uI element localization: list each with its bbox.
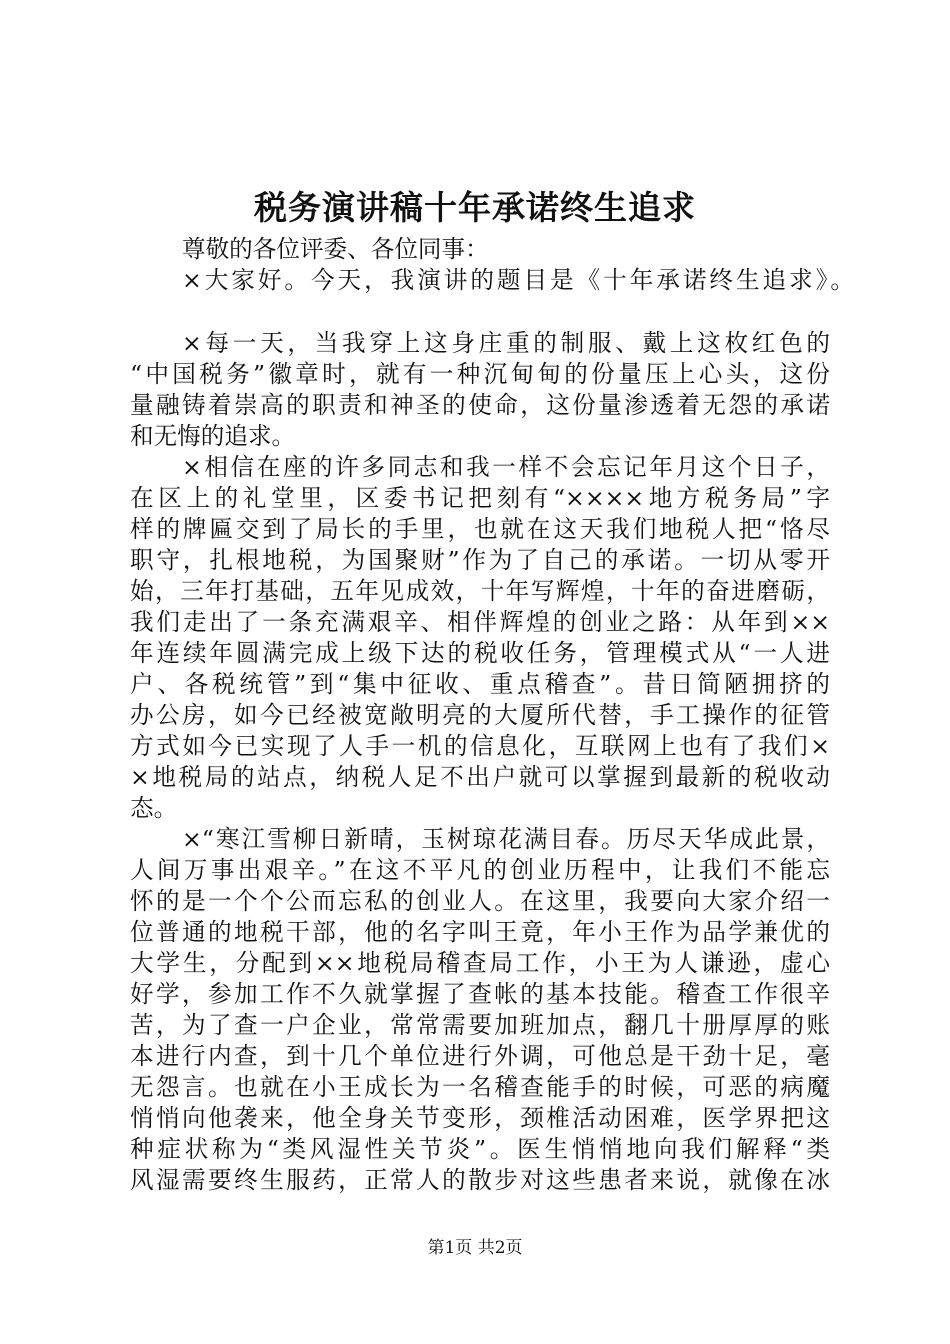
paragraph-line: 办公房，如今已经被宽敞明亮的大厦所代替，手工操作的征管 — [130, 701, 830, 729]
paragraph-line: 在区上的礼堂里，区委书记把刻有“××××地方税务局”字 — [130, 484, 830, 512]
paragraph-line: 和无悔的追求。 — [130, 422, 296, 450]
paragraph-line: 怀的是一个个公而忘私的创业人。在这里，我要向大家介绍一 — [130, 887, 830, 915]
paragraph-line: 位普通的地税干部，他的名字叫王竟，年小王作为品学兼优的 — [130, 918, 830, 946]
paragraph-line: 量融铸着崇高的职责和神圣的使命，这份量渗透着无怨的承诺 — [130, 391, 830, 419]
paragraph-line: 方式如今已实现了人手一机的信息化，互联网上也有了我们× — [130, 732, 830, 760]
paragraph-line: 人间万事出艰辛。”在这不平凡的创业历程中，让我们不能忘 — [130, 856, 830, 884]
paragraph-line: ×“寒江雪柳日新晴，玉树琼花满目春。历尽天华成此景， — [182, 825, 830, 853]
paragraph-line: 大学生，分配到××地税局稽查局工作，小王为人谦逊，虚心 — [130, 949, 830, 977]
paragraph-line: 好学，参加工作不久就掌握了查帐的基本技能。稽查工作很辛 — [130, 980, 830, 1008]
document-title: 税务演讲稿十年承诺终生追求 — [254, 188, 696, 227]
paragraph-line: 始，三年打基础，五年见成效，十年写辉煌，十年的奋进磨砺， — [130, 577, 830, 605]
paragraph-line: 风湿需要终生服药，正常人的散步对这些患者来说，就像在冰 — [130, 1166, 830, 1194]
paragraph-line: 悄悄向他袭来，他全身关节变形，颈椎活动困难，医学界把这 — [130, 1104, 830, 1132]
paragraph-line: ×每一天，当我穿上这身庄重的制服、戴上这枚红色的 — [182, 329, 830, 357]
paragraph-line: ×相信在座的许多同志和我一样不会忘记年月这个日子， — [182, 453, 830, 481]
paragraph-line: “中国税务”徽章时，就有一种沉甸甸的份量压上心头，这份 — [130, 360, 830, 388]
paragraph-line: 态。 — [130, 794, 178, 822]
paragraph-line: 年连续年圆满完成上级下达的税收任务，管理模式从“一人进 — [130, 639, 830, 667]
page-footer: 第1页 共2页 — [427, 1238, 523, 1258]
paragraph-line: ×地税局的站点，纳税人足不出户就可以掌握到最新的税收动 — [130, 763, 830, 791]
paragraph-line: 我们走出了一条充满艰辛、相伴辉煌的创业之路：从年到×× — [130, 608, 830, 636]
paragraph-line: 无怨言。也就在小王成长为一名稽查能手的时候，可恶的病魔 — [130, 1073, 830, 1101]
paragraph-line: 种症状称为“类风湿性关节炎”。医生悄悄地向我们解释“类 — [130, 1135, 830, 1163]
paragraph-line: 职守，扎根地税，为国聚财”作为了自己的承诺。一切从零开 — [130, 546, 830, 574]
greeting-line: ×大家好。今天，我演讲的题目是《十年承诺终生追求》。 — [182, 266, 854, 294]
paragraph-line: 本进行内查，到十几个单位进行外调，可他总是干劲十足，毫 — [130, 1042, 830, 1070]
paragraph-line: 苦，为了查一户企业，常常需要加班加点，翻几十册厚厚的账 — [130, 1011, 830, 1039]
paragraph-line: 户、各税统管”到“集中征收、重点稽查”。昔日简陋拥挤的 — [130, 670, 830, 698]
paragraph-line: 样的牌匾交到了局长的手里，也就在这天我们地税人把“恪尽 — [130, 515, 830, 543]
salutation-line: 尊敬的各位评委、各位同事： — [182, 235, 489, 263]
